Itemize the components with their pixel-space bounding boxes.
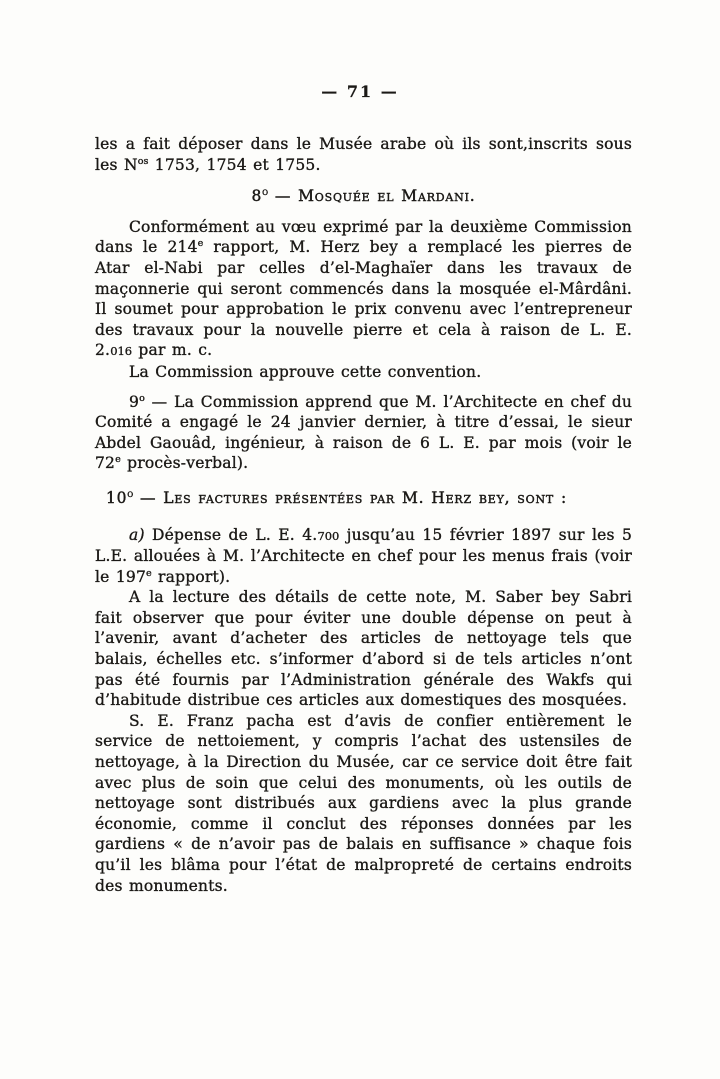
page-number: — 71 — — [321, 82, 399, 101]
para-franz-pacha: S. E. Franz pacha est d’avis de confier entièrement le service de nettoiement, y compris l’achat des ustensiles de nettoyage, à la Direction du Musée, car ce service doit être fait avec plus de soin que celui des monuments, où les outils de nettoyage sont distribués aux gardiens avec la plus grande économie, comme il conclut des réponses données par les gardiens « de n’avoir pas de balais en suffisance » chaque fois qu’il les blâma pour l’état de malpropreté de certains endroits des monuments. — [95, 711, 632, 895]
para-conformement: Conformément au vœu exprimé par la deuxième Commission dans le 214e rapport, M. Herz bey a remplacé les pierres de Atar el-Nabi par celles d’el-Maghaïer dans les travaux de maçonnerie qui seront commencés dans la mosquée el-Mârdâni. Il soumet pour approbation le prix convenu avec l’entrepreneur des travaux pour la nouvelle pierre et cela à raison de L. E. 2.016 par m. c. — [95, 217, 632, 360]
superscript: o — [262, 187, 268, 199]
page-text-column — [95, 134, 632, 896]
para-9-engagement-abdel-gaouad: 9$^o$ — La Commission apprend que M. l’Architecte en chef du Comité a engagé le 24 janvier dernier, à titre d’essai, le sieur Abdel Gaouâd, ingénieur, à raison de 6 L. E. par mois (voir le 72e procès-verbal). — [95, 392, 632, 473]
heading-8-mosquee-el-mardani: 8$^o$ — Mosquée el Mardani. — [251, 187, 476, 206]
para-a-depense: a) Dépense de L. E. 4.700 jusqu’au 15 février 1897 sur les 5 L.E. allouées à M. l’Architecte en chef pour les menus frais (voir le 197e rapport). — [95, 525, 633, 586]
para-continuation: les a fait déposer dans le Musée arabe où ils sont,inscrits sous les $N^{os}$ 1753, 1754 et 1755. — [95, 135, 632, 174]
italic-run: a) — [129, 525, 153, 544]
superscript: e — [146, 567, 152, 579]
heading-10-factures-herz-bey: 10$^o$ — Les factures présentées par M. Herz bey, sont : — [106, 488, 567, 507]
superscript: e — [115, 454, 121, 466]
superscript: e — [197, 238, 204, 250]
para-saber-bey-sabri: A la lecture des détails de cette note, M. Saber bey Sabri fait observer que pour éviter une double dépense on peut à l’avenir, avant d’acheter des articles de nettoyage tels que balais, échelles etc. s’informer d’abord si de tels articles n’ont pas été fournis par l’Administration générale des Wakfs qui d’habitude distribue ces articles aux domestiques des mosquées. — [95, 588, 632, 710]
superscript: os — [137, 155, 149, 167]
page-header — [0, 82, 720, 101]
small-figures: 700 — [317, 528, 340, 543]
superscript: o — [139, 392, 145, 404]
superscript: o — [127, 488, 134, 500]
small-figures: 016 — [110, 344, 133, 359]
para-commission-approuve: La Commission approuve cette convention. — [129, 362, 482, 381]
